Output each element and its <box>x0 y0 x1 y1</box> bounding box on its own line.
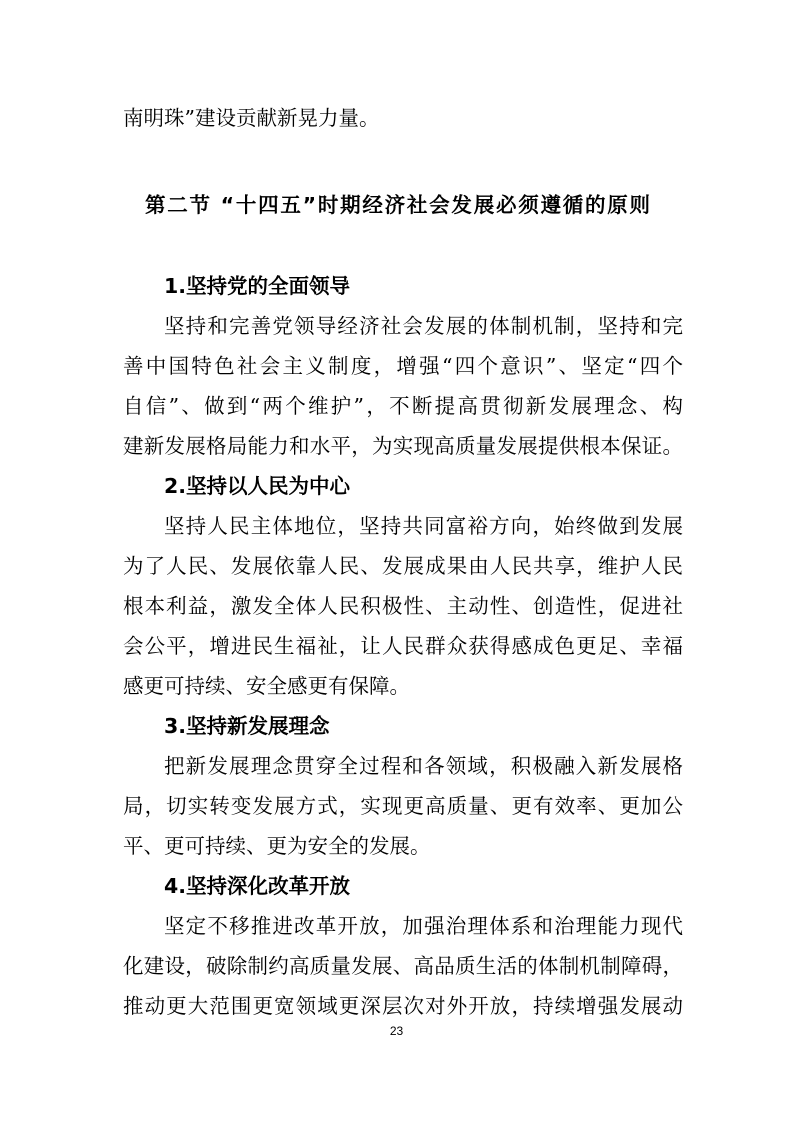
paragraph-line: 坚持人民主体地位，坚持共同富裕方向，始终做到发展 <box>164 514 683 538</box>
paragraph-line: 局，切实转变发展方式，实现更高质量、更有效率、更加公 <box>123 794 683 818</box>
principle-2-title: 2.坚持以人民为中心 <box>164 474 351 498</box>
paragraph-line: 自信”、做到“两个维护”，不断提高贯彻新发展理念、构 <box>123 394 683 418</box>
paragraph-line: 坚持和完善党领导经济社会发展的体制机制，坚持和完 <box>164 314 683 338</box>
paragraph-line: 建新发展格局能力和水平，为实现高质量发展提供根本保证。 <box>123 434 683 458</box>
principle-3-title: 3.坚持新发展理念 <box>164 714 330 738</box>
page-number: 23 <box>389 1024 404 1038</box>
paragraph-line: 把新发展理念贯穿全过程和各领域，积极融入新发展格 <box>164 754 683 778</box>
paragraph-line: 善中国特色社会主义制度，增强“四个意识”、坚定“四个 <box>123 354 683 378</box>
principle-1-title: 1.坚持党的全面领导 <box>164 274 351 298</box>
paragraph-line: 感更可持续、安全感更有保障。 <box>123 674 410 698</box>
paragraph-line: 平、更可持续、更为安全的发展。 <box>123 834 431 858</box>
principle-4-title: 4.坚持深化改革开放 <box>164 874 351 898</box>
paragraph-line: 坚定不移推进改革开放，加强治理体系和治理能力现代 <box>164 914 683 938</box>
section-title: 第二节 “十四五”时期经济社会发展必须遵循的原则 <box>145 193 650 217</box>
paragraph-line: 化建设，破除制约高质量发展、高品质生活的体制机制障碍， <box>123 954 683 978</box>
paragraph-line: 根本利益，激发全体人民积极性、主动性、创造性，促进社 <box>123 594 683 618</box>
paragraph-line: 会公平，增进民生福祉，让人民群众获得感成色更足、幸福 <box>123 634 683 658</box>
paragraph-line: 推动更大范围更宽领域更深层次对外开放，持续增强发展动 <box>123 994 683 1018</box>
paragraph-line: 为了人民、发展依靠人民、发展成果由人民共享，维护人民 <box>123 554 683 578</box>
paragraph-line-intro: 南明珠”建设贡献新晃力量。 <box>123 106 380 130</box>
